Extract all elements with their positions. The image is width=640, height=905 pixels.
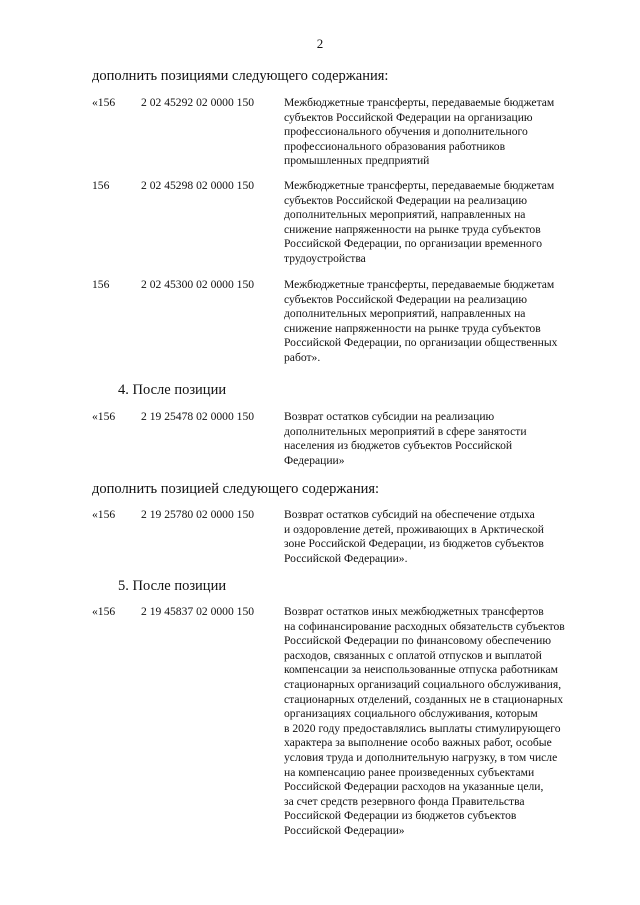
description-line: Российской Федерации» <box>284 823 405 837</box>
entry-description <box>284 179 602 267</box>
description-line: стационарных отделений, созданных не в стационарных <box>284 692 564 706</box>
admin-code: 156 <box>92 278 110 291</box>
section-heading: дополнить позициями следующего содержания: <box>92 68 389 84</box>
description-line: организациях социального обслуживания, которым <box>284 707 538 721</box>
description-line: дополнительных мероприятий, направленных на <box>284 307 526 321</box>
description-line: за счет средств резервного фонда Правительства <box>284 794 525 808</box>
description-line: дополнительных мероприятий в сфере занятости <box>284 424 527 438</box>
description-line: на компенсацию ранее произведенных субъектами <box>284 765 535 779</box>
description-line: Межбюджетные трансферты, передаваемые бюджетам <box>284 278 555 291</box>
description-line: условия труда и дополнительную нагрузку, в том числе <box>284 750 558 764</box>
description-line: Российской Федерации расходов на указанные цели, <box>284 780 544 794</box>
description-line: профессионального обучения и дополнительного <box>284 125 528 139</box>
description-line: Федерации» <box>284 453 345 467</box>
description-line: компенсации за неиспользованные отпуска работникам <box>284 663 558 677</box>
kbk-code: 2 02 45292 02 0000 150 <box>141 96 255 109</box>
description-line: профессионального образования работников <box>284 139 506 153</box>
description-line: Возврат остатков субсидии на реализацию <box>284 410 495 423</box>
entry-description <box>284 410 602 468</box>
description-line: и оздоровление детей, проживающих в Арктической <box>284 522 544 536</box>
kbk-code: 2 19 45837 02 0000 150 <box>141 605 255 618</box>
description-line: субъектов Российской Федерации на организацию <box>284 110 533 124</box>
entry-description <box>284 605 602 839</box>
entry-description <box>284 96 602 169</box>
section-heading: дополнить позицией следующего содержания: <box>92 481 380 497</box>
description-line: Межбюджетные трансферты, передаваемые бюджетам <box>284 96 555 109</box>
description-line: Российской Федерации». <box>284 551 408 565</box>
description-line: работ». <box>284 350 321 364</box>
description-line: трудоустройства <box>284 251 366 265</box>
kbk-code: 2 02 45298 02 0000 150 <box>141 179 255 192</box>
section-heading: 4. После позиции <box>118 382 227 398</box>
description-line: Межбюджетные трансферты, передаваемые бюджетам <box>284 179 555 192</box>
description-line: Возврат остатков субсидий на обеспечение отдыха <box>284 508 535 521</box>
description-line: зоне Российской Федерации, из бюджетов субъектов <box>284 537 544 551</box>
description-line: снижение напряженности на рынке труда субъектов <box>284 222 541 236</box>
entry-description <box>284 508 602 566</box>
description-line: промышленных предприятий <box>284 154 430 168</box>
admin-code: «156 <box>92 508 116 521</box>
entry-description <box>284 278 602 366</box>
description-line: Российской Федерации по финансовому обеспечению <box>284 634 552 648</box>
section-heading: 5. После позиции <box>118 578 227 594</box>
description-line: снижение напряженности на рынке труда субъектов <box>284 321 541 335</box>
admin-code: 156 <box>92 179 110 192</box>
admin-code: «156 <box>92 96 116 109</box>
description-line: характера за выполнение особо важных работ, особые <box>284 736 552 750</box>
description-line: субъектов Российской Федерации на реализацию <box>284 292 528 306</box>
description-line: Российской Федерации из бюджетов субъектов <box>284 809 517 823</box>
kbk-code: 2 02 45300 02 0000 150 <box>141 278 255 291</box>
kbk-code: 2 19 25780 02 0000 150 <box>141 508 255 521</box>
description-line: Российской Федерации, по организации общественных <box>284 336 558 350</box>
description-line: Российской Федерации, по организации временного <box>284 237 542 251</box>
description-line: субъектов Российской Федерации на реализацию <box>284 193 528 207</box>
admin-code: «156 <box>92 605 116 618</box>
page-number: 2 <box>316 36 324 51</box>
description-line: населения из бюджетов субъектов Российской <box>284 439 513 453</box>
description-line: на софинансирование расходных обязательств субъектов <box>284 619 565 633</box>
description-line: в 2020 году предоставлялись выплаты стимулирующего <box>284 721 561 735</box>
description-line: дополнительных мероприятий, направленных на <box>284 208 526 222</box>
admin-code: «156 <box>92 410 116 423</box>
description-line: Возврат остатков иных межбюджетных трансфертов <box>284 605 544 618</box>
description-line: стационарных организаций социального обслуживания, <box>284 677 562 691</box>
description-line: расходов, связанных с оплатой отпусков и выплатой <box>284 648 542 662</box>
kbk-code: 2 19 25478 02 0000 150 <box>141 410 255 423</box>
